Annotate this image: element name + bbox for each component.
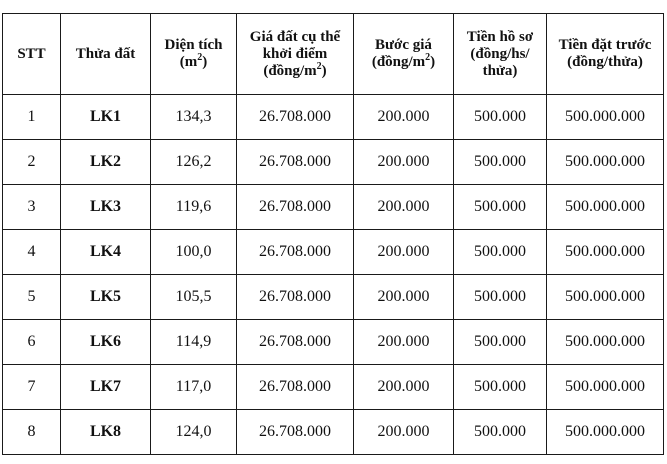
cell-price: 26.708.000 <box>237 140 354 185</box>
table-row <box>3 275 664 320</box>
cell-price: 26.708.000 <box>237 230 354 275</box>
cell-deposit: 500.000.000 <box>547 185 664 230</box>
cell-fee: 500.000 <box>454 410 547 455</box>
cell-fee: 500.000 <box>454 320 547 365</box>
cell-step: 200.000 <box>354 320 454 365</box>
header-step-line1: Bước giá <box>375 37 432 53</box>
cell-price: 26.708.000 <box>237 275 354 320</box>
cell-stt: 2 <box>3 140 61 185</box>
table-row <box>3 230 664 275</box>
cell-step: 200.000 <box>354 365 454 410</box>
header-row <box>3 14 664 95</box>
header-plot: Thửa đất <box>61 14 151 95</box>
table-row <box>3 95 664 140</box>
header-step-line2: $(đồng/m^2)$ <box>371 52 436 70</box>
cell-area: 117,0 <box>151 365 237 410</box>
header-area-line1: Diện tích <box>164 37 223 53</box>
cell-stt: 6 <box>3 320 61 365</box>
table-row <box>3 365 664 410</box>
header-fee-line2: (đồng/hs/ <box>470 45 530 62</box>
header-fee-line1: Tiền hồ sơ <box>466 28 534 45</box>
cell-fee: 500.000 <box>454 140 547 185</box>
cell-step: 200.000 <box>354 185 454 230</box>
cell-plot: LK5 <box>61 275 151 320</box>
cell-stt: 8 <box>3 410 61 455</box>
header-step <box>354 14 454 95</box>
cell-area: 105,5 <box>151 275 237 320</box>
table-row <box>3 320 664 365</box>
table-row <box>3 185 664 230</box>
cell-deposit: 500.000.000 <box>547 365 664 410</box>
cell-fee: 500.000 <box>454 95 547 140</box>
cell-plot: LK2 <box>61 140 151 185</box>
cell-stt: 4 <box>3 230 61 275</box>
header-fee-line3: thửa) <box>482 62 518 79</box>
cell-stt: 7 <box>3 365 61 410</box>
cell-deposit: 500.000.000 <box>547 275 664 320</box>
auction-price-table <box>2 13 664 455</box>
header-deposit-line1: Tiền đặt trước <box>558 37 652 53</box>
table-body <box>3 95 664 455</box>
header-price-line1: Giá đất cụ thể <box>249 28 341 45</box>
table-row <box>3 410 664 455</box>
header-price <box>237 14 354 95</box>
cell-price: 26.708.000 <box>237 185 354 230</box>
cell-deposit: 500.000.000 <box>547 320 664 365</box>
cell-step: 200.000 <box>354 230 454 275</box>
cell-area: 124,0 <box>151 410 237 455</box>
header-deposit <box>547 14 664 95</box>
cell-area: 126,2 <box>151 140 237 185</box>
cell-plot: LK3 <box>61 185 151 230</box>
cell-area: 100,0 <box>151 230 237 275</box>
cell-price: 26.708.000 <box>237 410 354 455</box>
cell-plot: LK8 <box>61 410 151 455</box>
cell-price: 26.708.000 <box>237 95 354 140</box>
cell-deposit: 500.000.000 <box>547 140 664 185</box>
cell-step: 200.000 <box>354 140 454 185</box>
header-deposit-line2: (đồng/thửa) <box>567 54 643 70</box>
cell-deposit: 500.000.000 <box>547 410 664 455</box>
cell-fee: 500.000 <box>454 275 547 320</box>
cell-step: 200.000 <box>354 410 454 455</box>
header-area-line2: $(m^2)$ <box>179 52 208 70</box>
cell-fee: 500.000 <box>454 185 547 230</box>
header-price-line3: $(đồng/m^2)$ <box>263 60 327 79</box>
cell-step: 200.000 <box>354 275 454 320</box>
cell-plot: LK7 <box>61 365 151 410</box>
cell-fee: 500.000 <box>454 365 547 410</box>
cell-plot: LK6 <box>61 320 151 365</box>
cell-price: 26.708.000 <box>237 320 354 365</box>
cell-stt: 3 <box>3 185 61 230</box>
cell-stt: 1 <box>3 95 61 140</box>
header-fee <box>454 14 547 95</box>
cell-deposit: 500.000.000 <box>547 95 664 140</box>
header-area <box>151 14 237 95</box>
table-row <box>3 140 664 185</box>
cell-area: 114,9 <box>151 320 237 365</box>
header-price-line2: khởi điểm <box>262 45 328 62</box>
cell-area: 134,3 <box>151 95 237 140</box>
header-stt: STT <box>3 14 61 95</box>
cell-plot: LK4 <box>61 230 151 275</box>
cell-step: 200.000 <box>354 95 454 140</box>
cell-price: 26.708.000 <box>237 365 354 410</box>
cell-deposit: 500.000.000 <box>547 230 664 275</box>
cell-stt: 5 <box>3 275 61 320</box>
cell-plot: LK1 <box>61 95 151 140</box>
cell-fee: 500.000 <box>454 230 547 275</box>
cell-area: 119,6 <box>151 185 237 230</box>
